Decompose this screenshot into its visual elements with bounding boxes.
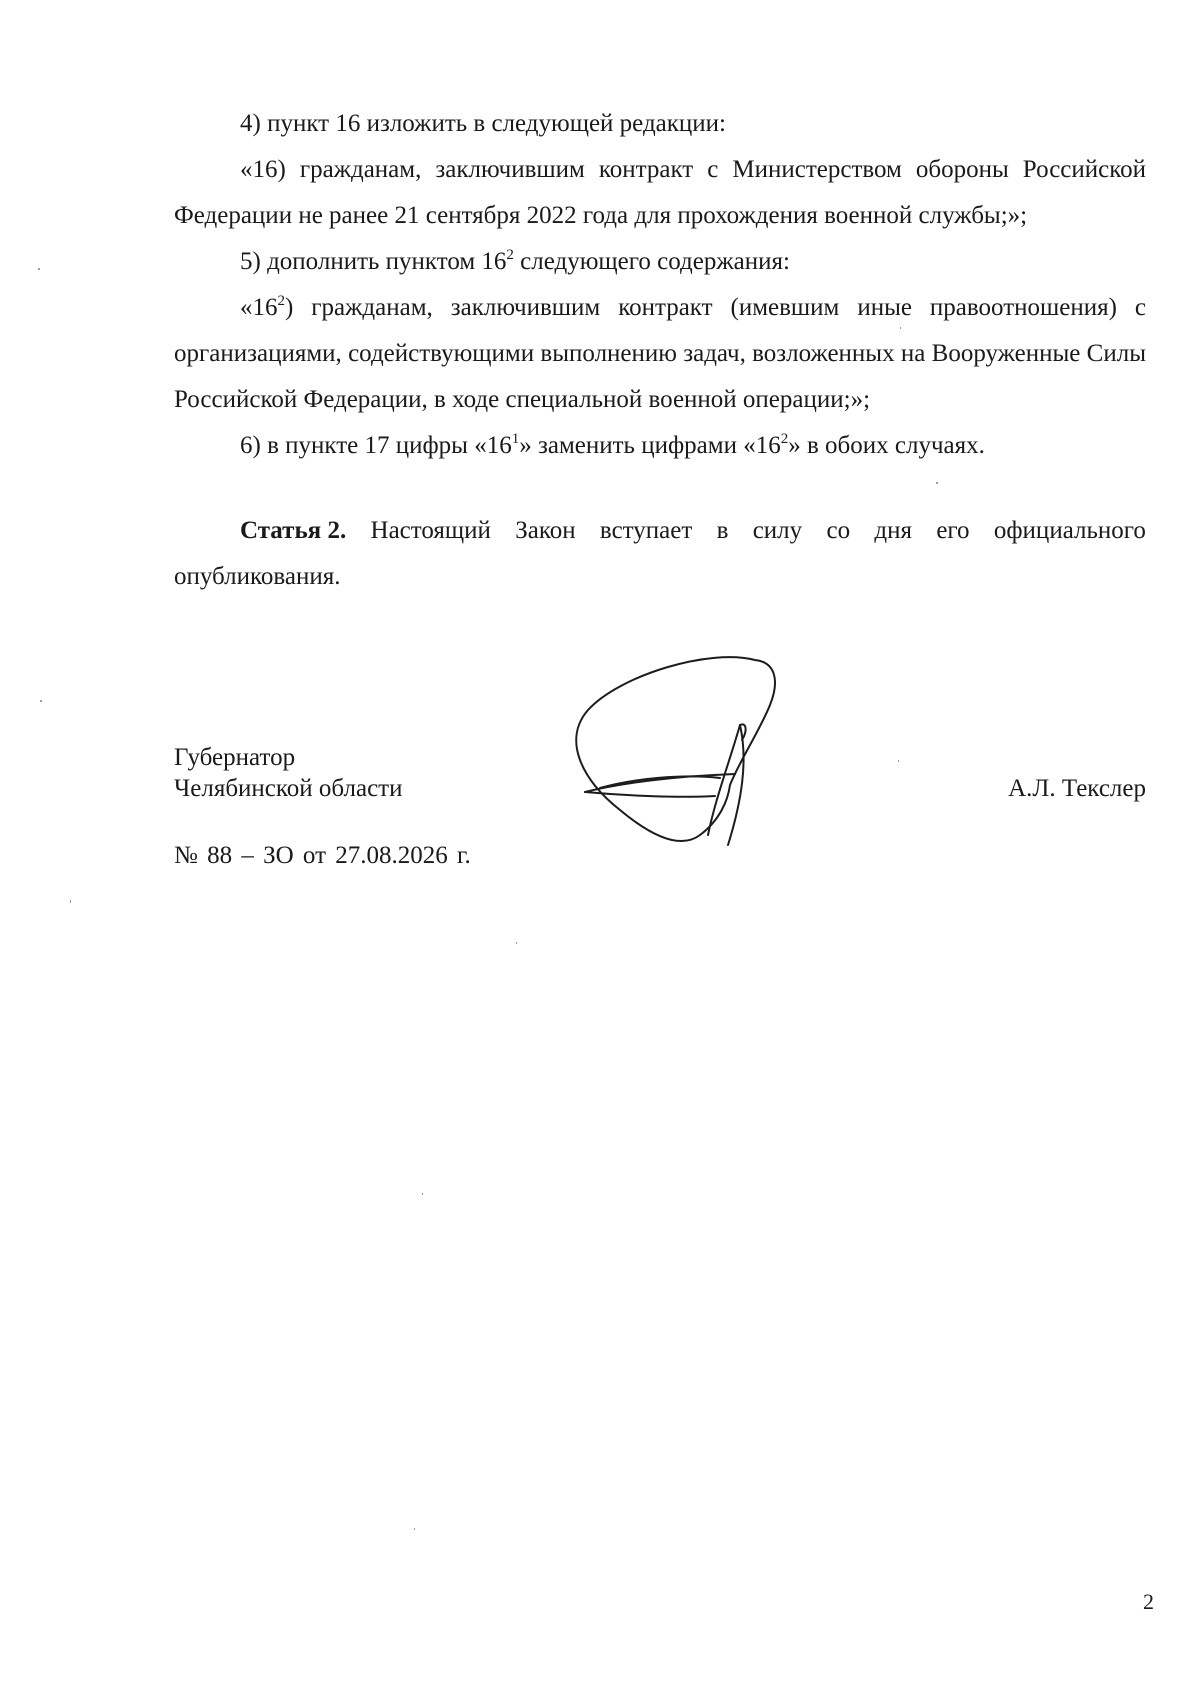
article-2 — [174, 508, 1146, 600]
scan-speck — [898, 760, 899, 762]
amendment-item-6-text-before: 6) в пункте 17 цифры «16 — [240, 432, 512, 459]
governor-title — [174, 742, 402, 804]
amendment-item-5-text-after: следующего содержания: — [513, 248, 790, 275]
law-number: № 88 – ЗО от 27.08.2026 г. — [174, 842, 471, 869]
governor-title-line1: Губернатор — [174, 744, 296, 771]
amendment-item-5 — [174, 239, 1146, 285]
scan-speck — [900, 327, 901, 329]
amendment-item-4-quote-line2: Федерации не ранее 21 сентября 2022 года для прохождения военной службы;»; — [174, 202, 1028, 229]
amendment-item-6-text-after: » в обоих случаях. — [788, 432, 985, 459]
scan-speck — [40, 700, 42, 702]
amendment-item-5-quote — [174, 285, 1146, 423]
scan-speck — [38, 268, 40, 270]
scan-speck — [414, 1528, 415, 1530]
article-2-word: официального — [993, 517, 1146, 544]
scan-speck — [936, 482, 938, 484]
article-2-word: дня — [874, 517, 912, 544]
scan-speck — [422, 1193, 423, 1195]
amendment-item-6-text-middle: » заменить цифрами «16 — [519, 432, 781, 459]
handwritten-signature — [570, 650, 800, 855]
article-2-word: в — [716, 517, 729, 544]
article-2-word: силу — [752, 517, 803, 544]
scan-speck — [516, 942, 517, 944]
page-number: 2 — [1143, 1589, 1154, 1614]
article-2-word: со — [826, 517, 851, 544]
amendment-item-5-quote-superscript: 2 — [277, 293, 285, 309]
amendment-item-6-superscript-1: 1 — [511, 431, 520, 447]
scan-speck — [70, 900, 71, 903]
amendment-item-6-superscript-2: 2 — [780, 431, 789, 447]
amendments-section — [174, 101, 1146, 469]
article-2-word: Закон — [515, 517, 576, 544]
article-2-line2: опубликования. — [174, 563, 341, 590]
article-2-word: вступает — [599, 517, 693, 544]
amendment-item-5-superscript: 2 — [506, 247, 514, 263]
amendment-item-5-text-before: 5) дополнить пунктом 16 — [240, 248, 507, 275]
article-2-label: Статья 2. — [240, 517, 347, 544]
amendment-item-4-quote-line1: «16) гражданам, заключившим контракт с Министерством обороны Российской — [240, 156, 1146, 183]
amendment-item-4: 4) пункт 16 изложить в следующей редакции: — [240, 110, 726, 137]
amendment-item-5-quote-text: ) гражданам, заключившим контракт (имевшим иные правоотношения) с организациями, содействующими выполнению задач, возложенных на Вооруженные Силы Российской Федерации, в ходе специальной военной операции;»; — [174, 294, 1146, 413]
governor-title-line2: Челябинской области — [174, 775, 403, 802]
article-2-word: Настоящий — [370, 517, 491, 544]
article-2-word: его — [936, 517, 970, 544]
amendment-item-6 — [174, 423, 1146, 469]
amendment-item-5-quote-open: «16 — [240, 294, 278, 321]
governor-name: А.Л. Текслер — [1008, 775, 1146, 802]
article-2-line1 — [174, 508, 1146, 554]
